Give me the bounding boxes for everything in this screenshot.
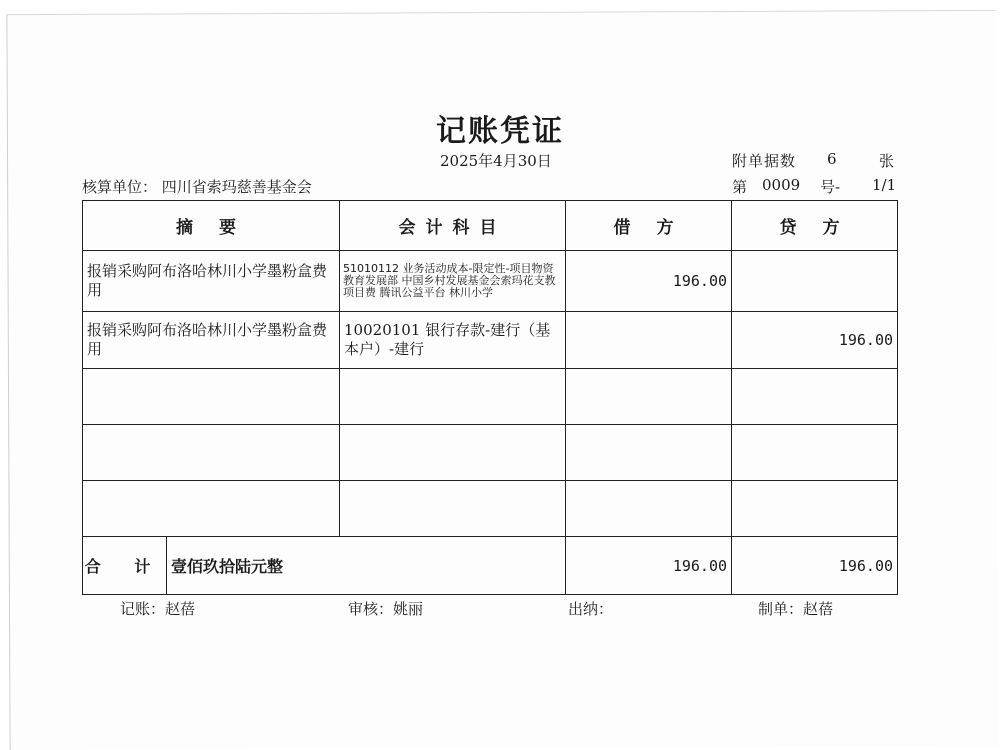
cashier-signature: 出纳： (568, 600, 614, 618)
number-label: 第 (732, 178, 748, 196)
page-indicator: 1/1 (872, 176, 897, 194)
header-account: 会计科目 (340, 201, 566, 251)
total-credit: 196.00 (732, 537, 898, 595)
row-account: 10020101 银行存款-建行（基本户）-建行 (340, 312, 566, 369)
row-summary: 报销采购阿布洛哈林川小学墨粉盒费用 (83, 312, 340, 369)
header-summary: 摘 要 (83, 201, 340, 251)
total-debit: 196.00 (566, 537, 732, 595)
voucher-date: 2025年4月30日 (440, 152, 552, 170)
row-credit (732, 251, 898, 312)
empty-row (83, 425, 898, 481)
voucher-title: 记账凭证 (436, 114, 564, 149)
table-row (83, 312, 898, 369)
total-label: 合 计 (83, 537, 167, 595)
voucher-table (82, 200, 898, 595)
header-credit: 贷 方 (732, 201, 898, 251)
header-row (83, 201, 898, 251)
empty-row (83, 481, 898, 537)
attachments-info (732, 150, 895, 171)
header-debit: 借 方 (566, 201, 732, 251)
attachments-unit: 张 (879, 152, 895, 170)
unit-name: 四川省索玛慈善基金会 (161, 178, 312, 196)
empty-row (83, 369, 898, 425)
accounting-unit (82, 176, 312, 197)
number-suffix: 号- (820, 178, 841, 196)
attachments-count: 6 (827, 150, 837, 168)
unit-label: 核算单位： (82, 178, 158, 196)
attachments-label: 附单据数 (732, 152, 797, 170)
row-account: 51010112 业务活动成本-限定性-项目物资 教育发展部 中国乡村发展基金会索玛花支教 项目费 腾讯公益平台 林川小学 (340, 251, 566, 312)
auditor-signature: 审核：姚丽 (348, 600, 424, 618)
row-debit (566, 312, 732, 369)
row-debit: 196.00 (566, 251, 732, 312)
preparer-signature: 制单：赵蓓 (758, 600, 834, 618)
row-credit: 196.00 (732, 312, 898, 369)
table-row (83, 251, 898, 312)
row-summary: 报销采购阿布洛哈林川小学墨粉盒费用 (83, 251, 340, 312)
bookkeeper-signature: 记账：赵蓓 (120, 600, 196, 618)
total-row (83, 537, 898, 595)
number-value: 0009 (762, 176, 801, 194)
total-in-words: 壹佰玖拾陆元整 (167, 537, 566, 595)
